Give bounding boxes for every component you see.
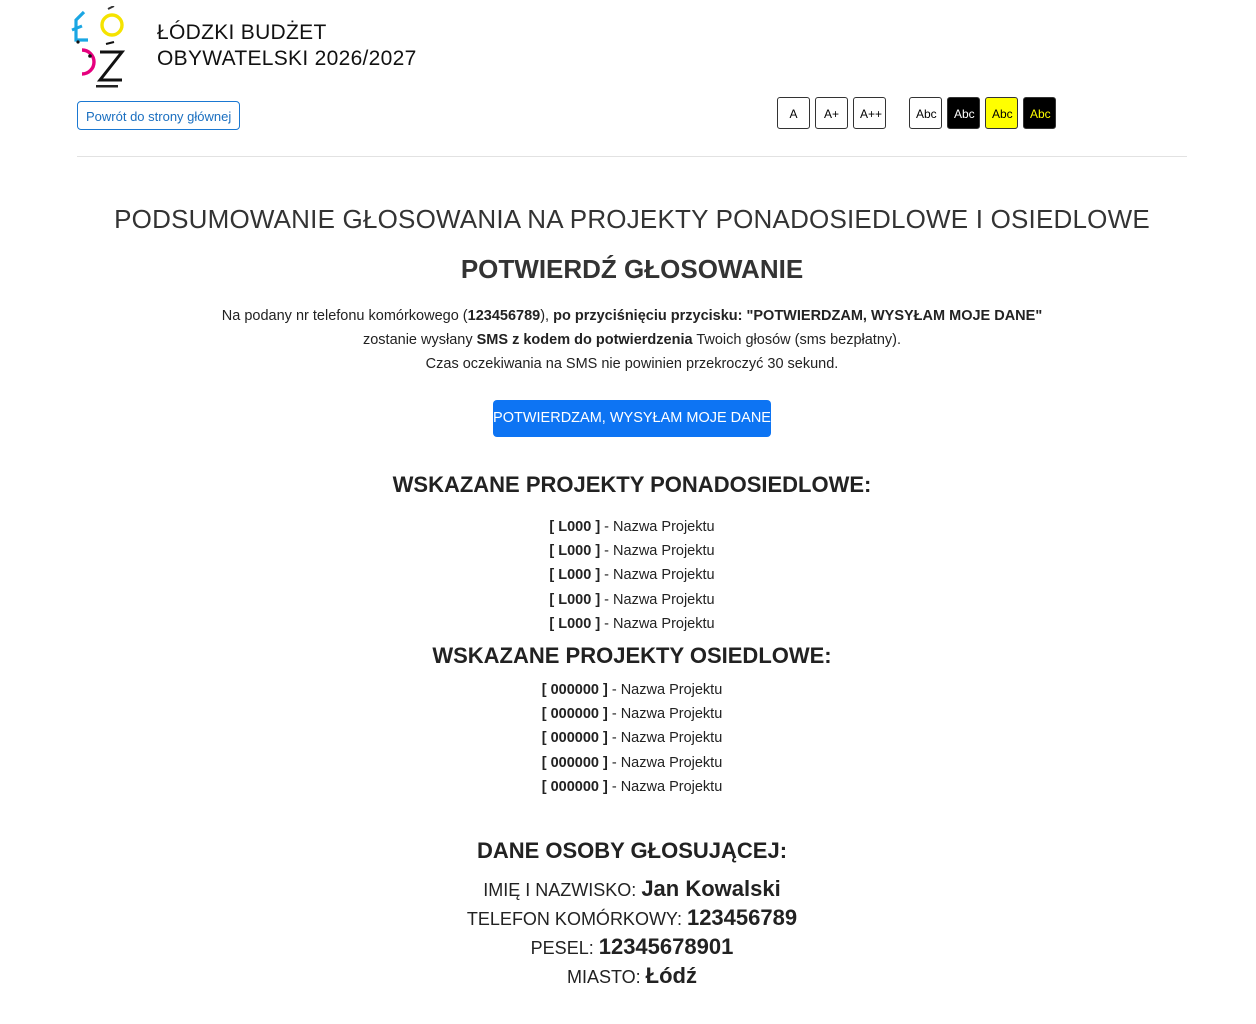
lodz-creative-logo-icon <box>70 6 130 90</box>
project-name: - Nazwa Projektu <box>600 615 715 632</box>
field-label: PESEL: <box>530 938 599 958</box>
info-line-3: Czas oczekiwania na SMS nie powinien przekroczyć 30 sekund. <box>425 356 839 372</box>
voter-data-heading: DANE OSOBY GŁOSUJĄCEJ: <box>476 838 788 863</box>
info-sms-code: SMS z kodem do potwierdzenia <box>476 332 693 348</box>
contrast-black-yellow-button[interactable]: Abc <box>1023 97 1056 129</box>
page-header <box>0 0 1256 160</box>
project-code: [ L000 ] <box>549 591 601 608</box>
voter-pesel-row <box>0 932 1256 961</box>
field-value: 123456789 <box>686 905 798 930</box>
project-name: - Nazwa Projektu <box>600 567 715 584</box>
project-name: - Nazwa Projektu <box>607 778 723 795</box>
ponadosiedlowe-heading: WSKAZANE PROJEKTY PONADOSIEDLOWE: <box>392 472 872 497</box>
voter-name-row <box>0 874 1256 903</box>
project-code: [ 000000 ] <box>541 778 608 795</box>
info-text: Na podany nr telefonu komórkowego ( <box>221 308 468 324</box>
project-code: [ 000000 ] <box>541 754 608 771</box>
list-item <box>0 702 1256 726</box>
voter-phone-row <box>0 903 1256 932</box>
list-item <box>0 678 1256 702</box>
project-code: [ L000 ] <box>549 615 601 632</box>
list-item <box>0 751 1256 775</box>
field-value: 12345678901 <box>598 934 734 959</box>
voter-data <box>0 874 1256 990</box>
project-code: [ L000 ] <box>549 519 601 535</box>
field-label: TELEFON KOMÓRKOWY: <box>466 909 687 929</box>
voter-city-row <box>0 961 1256 990</box>
project-code: [ 000000 ] <box>541 730 608 747</box>
project-name: - Nazwa Projektu <box>600 543 715 560</box>
project-name: - Nazwa Projektu <box>607 682 723 698</box>
info-text: Twoich głosów (sms bezpłatny). <box>692 332 901 348</box>
font-size-normal-button[interactable]: A <box>777 97 810 129</box>
project-code: [ L000 ] <box>549 543 601 560</box>
list-item <box>0 539 1256 563</box>
list-item <box>0 563 1256 587</box>
list-item <box>0 775 1256 799</box>
list-item <box>0 612 1256 636</box>
ponadosiedlowe-list <box>0 515 1256 636</box>
contrast-default-button[interactable]: Abc <box>909 97 942 129</box>
back-to-home-button[interactable]: Powrót do strony głównej <box>77 101 240 130</box>
field-label: IMIĘ I NAZWISKO: <box>483 880 642 900</box>
project-name: - Nazwa Projektu <box>600 591 715 608</box>
osiedlowe-heading: WSKAZANE PROJEKTY OSIEDLOWE: <box>432 643 832 668</box>
info-line-2 <box>0 328 1256 352</box>
osiedlowe-list <box>0 678 1256 799</box>
project-name: - Nazwa Projektu <box>607 730 723 747</box>
project-name: - Nazwa Projektu <box>607 754 723 771</box>
confirm-send-data-button[interactable]: POTWIERDZAM, WYSYŁAM MOJE DANE <box>493 400 771 437</box>
font-size-large-button[interactable]: A+ <box>815 97 848 129</box>
field-label: MIASTO: <box>566 967 646 987</box>
list-item <box>0 515 1256 539</box>
info-text: zostanie wysłany <box>362 332 477 348</box>
list-item <box>0 588 1256 612</box>
info-phone: 123456789 <box>467 308 541 324</box>
project-code: [ L000 ] <box>549 567 601 584</box>
sms-info-text <box>0 304 1256 376</box>
project-name: - Nazwa Projektu <box>607 706 723 723</box>
info-text: ), <box>540 308 554 324</box>
project-name: - Nazwa Projektu <box>600 519 715 535</box>
contrast-black-white-button[interactable]: Abc <box>947 97 980 129</box>
project-code: [ 000000 ] <box>541 682 608 698</box>
brand-line-2: OBYWATELSKI 2026/2027 <box>157 47 417 70</box>
contrast-yellow-black-button[interactable]: Abc <box>985 97 1018 129</box>
project-code: [ 000000 ] <box>541 706 608 723</box>
brand-line-1: ŁÓDZKI BUDŻET <box>157 21 327 44</box>
info-button-hint: po przyciśnięciu przycisku: "POTWIERDZAM, WYSYŁAM MOJE DANE" <box>553 308 1043 324</box>
info-line-1 <box>0 304 1256 328</box>
page-title: PODSUMOWANIE GŁOSOWANIA NA PROJEKTY PONADOSIEDLOWE I OSIEDLOWE <box>114 204 1150 234</box>
list-item <box>0 726 1256 750</box>
confirm-heading: POTWIERDŹ GŁOSOWANIE <box>460 254 804 284</box>
font-size-xlarge-button[interactable]: A++ <box>853 97 886 129</box>
field-value: Jan Kowalski <box>641 876 781 901</box>
field-value: Łódź <box>645 963 697 988</box>
header-divider <box>77 156 1187 157</box>
brand-title <box>157 20 417 72</box>
